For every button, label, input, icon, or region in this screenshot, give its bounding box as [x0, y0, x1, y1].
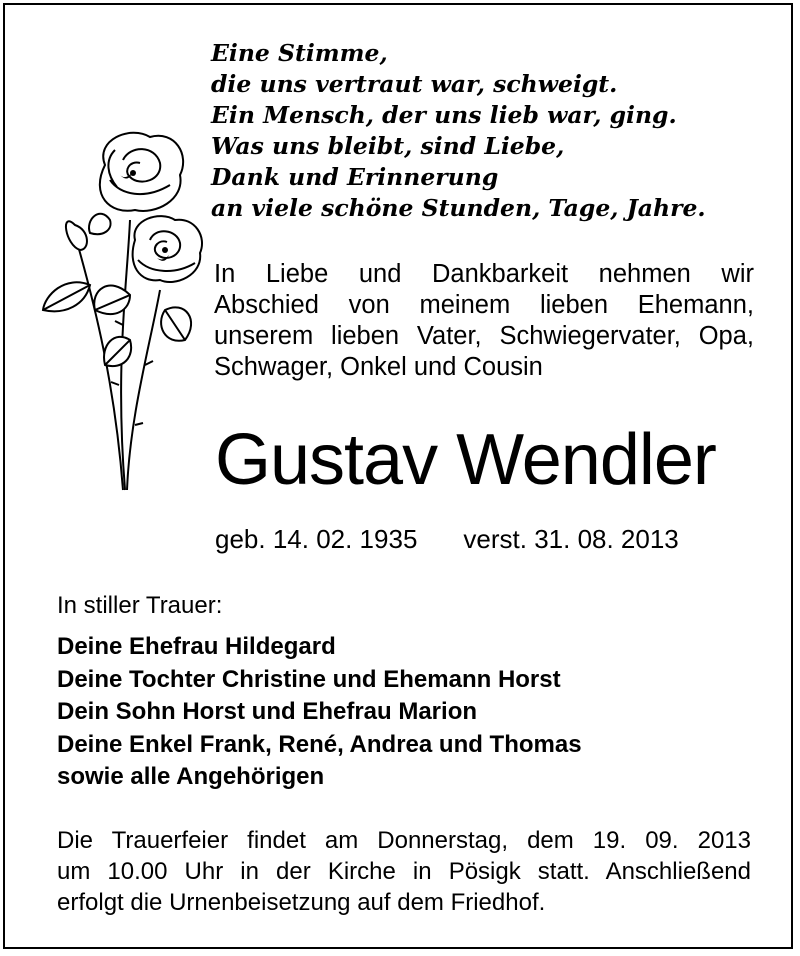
service-line: Die Trauerfeier findet am Donnerstag, dem 19. 09. 2013: [57, 827, 751, 854]
rose-icon: [35, 125, 210, 495]
life-dates: [215, 523, 755, 555]
service-line: erfolgt die Urnenbeisetzung auf dem Friedhof.: [57, 889, 546, 916]
intro-text: [214, 259, 754, 383]
memorial-poem: [211, 38, 771, 224]
poem-line: Dank und Erinnerung: [211, 163, 499, 191]
obituary-frame: [3, 3, 793, 949]
intro-line: Abschied von meinem lieben Ehemann,: [214, 291, 754, 319]
poem-line: Was uns bleibt, sind Liebe,: [211, 132, 565, 160]
mourner-line: Deine Tochter Christine und Ehemann Horst: [57, 665, 561, 693]
mourner-line: Dein Sohn Horst und Ehefrau Marion: [57, 698, 478, 725]
poem-line: Ein Mensch, der uns lieb war, ging.: [211, 101, 677, 129]
deceased-name: Gustav Wendler: [215, 420, 716, 500]
poem-line: an viele schöne Stunden, Tage, Jahre.: [211, 194, 706, 222]
poem-line: Eine Stimme,: [211, 39, 388, 67]
mourner-line: Deine Ehefrau Hildegard: [57, 633, 336, 660]
mourner-line: Deine Enkel Frank, René, Andrea und Thomas: [57, 730, 582, 758]
death-date: verst. 31. 08. 2013: [463, 524, 679, 554]
intro-line: In Liebe und Dankbarkeit nehmen wir: [214, 260, 754, 288]
service-info: [57, 825, 751, 918]
mourners-list: [57, 631, 757, 794]
service-line: um 10.00 Uhr in der Kirche in Pösigk statt. Anschließend: [57, 858, 751, 885]
poem-line: die uns vertraut war, schweigt.: [211, 70, 618, 98]
mourner-line: sowie alle Angehörigen: [57, 763, 325, 790]
intro-line: Schwager, Onkel und Cousin: [214, 353, 543, 381]
birth-date: geb. 14. 02. 1935: [215, 524, 418, 554]
mourners-label: In stiller Trauer:: [57, 592, 223, 619]
intro-line: unserem lieben Vater, Schwiegervater, Opa,: [214, 322, 754, 350]
